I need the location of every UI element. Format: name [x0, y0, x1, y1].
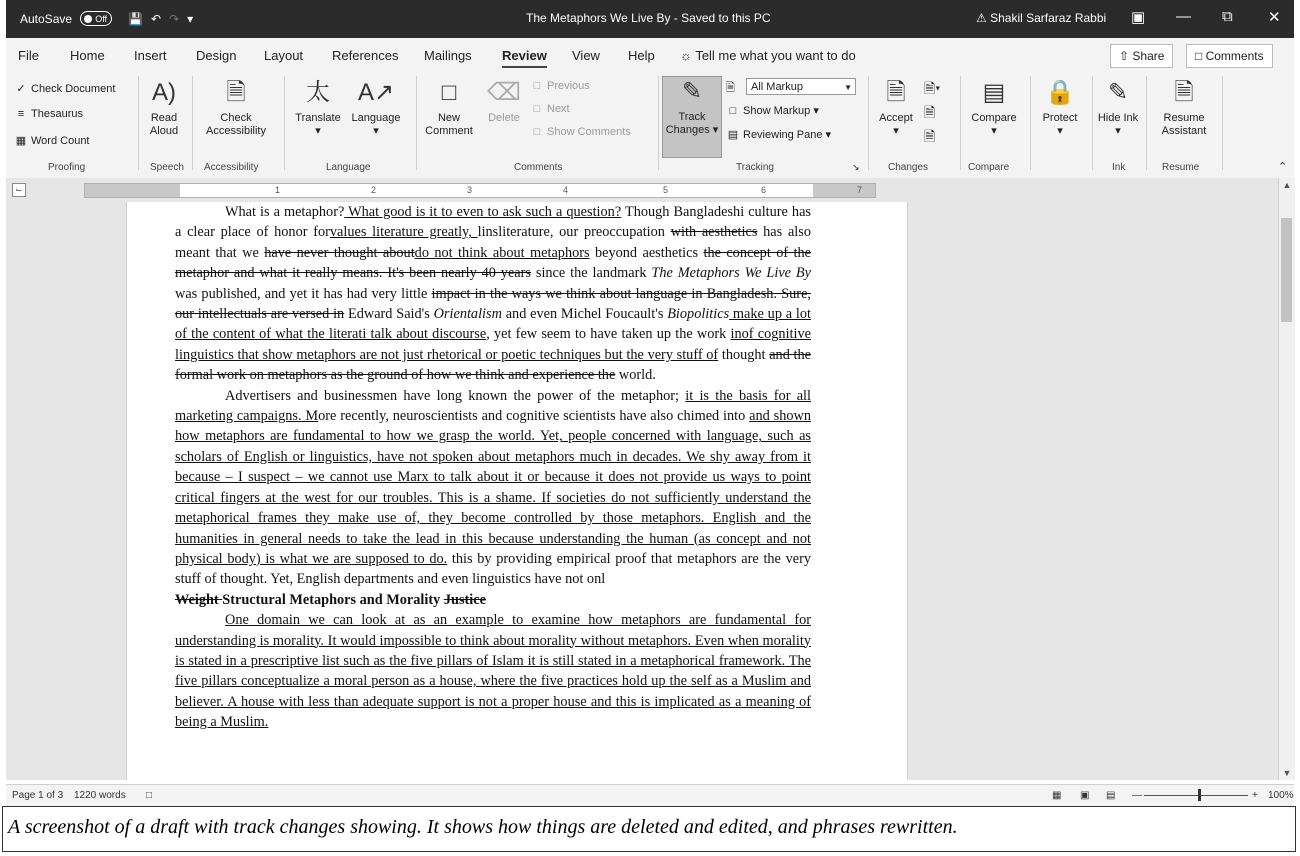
group-label-comments: Comments	[514, 162, 563, 173]
resume-assistant-button[interactable]	[1152, 78, 1216, 138]
text-run: thought	[718, 346, 770, 363]
inserted-text: and shown how metaphors are fundamental to how we grasp the world. Yet, people concerned with language, such as scholars of English or linguistics, have not spoken about metaphors much in decades. We shy away from it because – I suspect – we cannot use Marx to talk about it or because it does not provide us ways to point critical fingers at the west for our troubles. This is a shame. If societies do not sufficiently understand the metaphorical	[175, 408, 811, 527]
text-run: Advertisers and businessmen have long known the power of the metaphor;	[225, 387, 686, 404]
document-canvas	[6, 202, 1278, 780]
text-run: since the landmark	[530, 265, 652, 282]
dialog-launcher-icon[interactable]: ↘	[852, 162, 860, 172]
inserted-text: make up a lot of the content of what the literati talk about discourse	[175, 306, 812, 343]
document-title: The Metaphors We Live By - Saved to this PC	[526, 11, 771, 25]
ruler-number: 6	[761, 185, 767, 195]
inserted-text: frames	[257, 510, 297, 527]
italic-title: Orientalism	[433, 306, 502, 323]
display-for-review-select[interactable]	[746, 78, 856, 95]
new-comment-button[interactable]	[420, 78, 478, 138]
zoom-out-icon[interactable]: —	[1132, 790, 1142, 801]
group-label-tracking: Tracking	[736, 162, 774, 173]
scroll-up-icon[interactable]: ▲	[1282, 180, 1292, 190]
save-icon[interactable]: 💾	[128, 11, 143, 26]
user-name-text: Shakil Sarfaraz Rabbi	[990, 11, 1107, 25]
tab-references[interactable]: References	[332, 48, 399, 63]
proofing-status-icon[interactable]: □	[146, 790, 153, 801]
word-count[interactable]: 1220 words	[74, 790, 126, 801]
left-margin-marker[interactable]	[85, 184, 180, 197]
hide-ink-label: Hide Ink	[1097, 112, 1139, 124]
text-run: Though Bangladeshi culture has a clear place of honor for	[175, 204, 811, 241]
new-comment-label: New Comment	[425, 112, 473, 137]
tab-help[interactable]: Help	[628, 48, 655, 63]
ruler-number: 4	[563, 185, 569, 195]
reject-icon[interactable]: 🗎▾	[924, 80, 941, 96]
zoom-in-icon[interactable]: +	[1252, 790, 1258, 801]
check-accessibility-button[interactable]	[202, 78, 270, 138]
group-label-ink: Ink	[1112, 162, 1126, 173]
previous-comment-button[interactable]	[530, 80, 590, 92]
word-count-button[interactable]	[14, 134, 90, 147]
divider	[868, 76, 869, 170]
user-name[interactable]	[976, 11, 1106, 25]
lightbulb-icon: ☼	[680, 48, 692, 63]
deleted-text: impact in the ways we think about language in Bangladesh. Sure, our intellectuals are versed in	[175, 285, 811, 323]
chevron-down-icon: ▼	[844, 83, 852, 92]
reviewing-pane-button[interactable]: ▤ Reviewing Pane ▾	[727, 129, 832, 141]
language-label: Language	[351, 112, 401, 124]
previous-change-icon[interactable]: 🗎	[924, 104, 936, 120]
protect-button[interactable]: 🔒 Protect ▾	[1034, 78, 1086, 138]
tell-me-text: Tell me what you want to do	[695, 48, 856, 63]
tab-home[interactable]: Home	[70, 48, 105, 63]
autosave-toggle[interactable]: Off	[80, 11, 112, 26]
inserted-text: The five pillars conceptualize a moral person as a house, where the five practices hold up the self as a Muslim and believer. A house with less than adequate support is not a proper house and this is implicated as a meaning of being a Muslim.	[175, 652, 811, 731]
inserted-text: it is the basis for all marketing campaigns. M	[175, 387, 812, 425]
ribbon-display-icon[interactable]: ▣	[1131, 9, 1146, 26]
reviewing-pane-icon: ▤	[727, 129, 739, 141]
inserted-text: inof cognitive linguistics that show metaphors are not just rhetorical or poetic techniques but the very stuff of	[175, 326, 811, 363]
divider	[192, 76, 193, 170]
divider	[1030, 76, 1031, 170]
group-label-compare: Compare	[968, 162, 1010, 173]
deleted-text: and the formal work on metaphors as the ground of how we think and experience the	[175, 346, 811, 384]
tab-insert[interactable]: Insert	[134, 48, 167, 63]
show-markup-label: Show Markup	[743, 105, 811, 117]
inserted-text: One domain we can look at as an example to examine how metaphors are fundamental for understanding is morality. It would impossible to think about morality without metaphors. Even when morality is stated in a prescriptive list such as the five pillars of Islam it is still stated in a metaphorical framework.	[175, 612, 811, 669]
print-layout-icon[interactable]: ▣	[1080, 790, 1090, 801]
text-run: has also meant that we	[175, 224, 811, 261]
minimize-icon[interactable]: —	[1176, 8, 1191, 25]
text-run: recently, neuroscientists and cognitive scientists have also chimed into	[336, 408, 750, 425]
divider	[1146, 76, 1147, 170]
text-run: linsliterature, our preoccupation	[477, 224, 671, 241]
compare-button[interactable]: ▤ Compare ▾	[964, 78, 1024, 138]
divider	[284, 76, 285, 170]
italic-title: Biopolitics	[667, 306, 730, 323]
vertical-scrollbar[interactable]	[1278, 178, 1295, 780]
text-run: this by providing empirical proof that metaphors are the very stuff of thought. Yet, English departments and even linguistics have not onl	[175, 550, 812, 588]
language-icon: A↗	[357, 79, 395, 106]
ruler-number: 2	[371, 185, 377, 195]
close-icon[interactable]: ✕	[1268, 9, 1281, 26]
check-accessibility-label: Check Accessibility	[206, 112, 266, 137]
zoom-slider-thumb[interactable]	[1198, 789, 1201, 801]
deleted-text: the concept of the metaphor and what it really means. It's been nearly 40 years	[175, 244, 811, 282]
word-count-label: Word Count	[31, 135, 90, 147]
italic-title: The Metaphors We Live By	[651, 265, 811, 282]
collapse-ribbon-icon[interactable]: ⌃	[1278, 161, 1288, 173]
ruler-number: 7	[857, 185, 863, 195]
group-label-accessibility: Accessibility	[204, 162, 259, 173]
deleted-text: with aesthetics	[670, 224, 758, 241]
hide-ink-icon: ✎	[1107, 79, 1129, 106]
delete-comment-label: Delete	[488, 112, 520, 124]
web-layout-icon[interactable]: ▤	[1106, 790, 1116, 801]
accept-button[interactable]: 🗎 Accept ▾	[872, 78, 920, 138]
share-label: Share	[1132, 49, 1165, 63]
group-label-language: Language	[326, 162, 371, 173]
ruler-number: 1	[275, 185, 281, 195]
thesaurus-label: Thesaurus	[31, 108, 83, 120]
status-bar	[6, 784, 1294, 807]
check-document-label: Check Document	[31, 83, 116, 95]
document-page[interactable]	[126, 202, 908, 780]
text-run: ore	[318, 408, 337, 425]
tab-mailings[interactable]: Mailings	[424, 48, 472, 63]
language-button[interactable]: A↗ Language ▾	[346, 78, 406, 138]
protect-icon: 🔒	[1045, 79, 1075, 106]
next-change-icon[interactable]: 🗎	[924, 128, 936, 144]
word-count-icon: ▦	[15, 135, 27, 147]
group-label-speech: Speech	[150, 162, 184, 173]
reviewing-pane-label: Reviewing Pane	[743, 129, 823, 141]
redo-icon[interactable]: ↷	[169, 11, 180, 26]
group-label-resume: Resume	[1162, 162, 1200, 173]
divider	[416, 76, 417, 170]
tab-file[interactable]: File	[18, 48, 39, 63]
document-body[interactable]	[175, 202, 811, 733]
track-changes-button[interactable]: ✎ Track Changes ▾	[662, 76, 722, 158]
page-count[interactable]: Page 1 of 3	[12, 790, 64, 801]
tab-view[interactable]: View	[572, 48, 600, 63]
accessibility-icon: 🗎	[226, 79, 246, 106]
scroll-down-icon[interactable]: ▼	[1282, 768, 1292, 778]
read-aloud-button[interactable]	[144, 78, 184, 138]
next-comment-icon: □	[533, 103, 541, 115]
quick-access-dropdown-icon[interactable]: ▾	[187, 11, 194, 26]
tab-design[interactable]: Design	[196, 48, 237, 63]
compare-label: Compare	[971, 112, 1017, 124]
show-markup-button[interactable]: □ Show Markup ▾	[726, 104, 819, 117]
inserted-text: do not think about metaphors	[414, 244, 590, 261]
translate-label: Translate	[295, 112, 341, 124]
thesaurus-button[interactable]	[14, 108, 83, 120]
group-label-changes: Changes	[888, 162, 929, 173]
show-comments-button[interactable]	[530, 126, 631, 138]
deleted-text: have never thought about	[264, 244, 415, 261]
text-run: Edward Said's	[344, 306, 434, 323]
restore-icon[interactable]: ⧉	[1222, 8, 1233, 25]
horizontal-ruler[interactable]	[84, 183, 876, 198]
markup-icon: 🗎	[726, 82, 735, 94]
comment-icon: □	[1195, 49, 1203, 63]
hide-ink-button[interactable]: ✎ Hide Ink ▾	[1097, 79, 1139, 137]
read-aloud-icon: A)	[152, 79, 176, 106]
ribbon	[6, 72, 1294, 179]
caption-text: A screenshot of a draft with track changes showing. It shows how things are deleted and edited, and phrases rewritten.	[8, 816, 958, 838]
title-bar	[6, 0, 1294, 38]
share-icon: ⇧	[1119, 49, 1130, 63]
divider	[658, 76, 659, 170]
divider	[1222, 76, 1223, 170]
read-mode-icon[interactable]: ▦	[1052, 790, 1062, 801]
inserted-text: they make use of, they become controlled by those metaphors. English and the humanities in general	[175, 510, 811, 547]
ribbon-tabs	[6, 38, 1294, 72]
text-run: , yet few seem to have taken up the work	[486, 326, 731, 343]
paragraph[interactable]	[175, 202, 811, 386]
accept-label: Accept	[879, 112, 913, 124]
share-button[interactable]	[1110, 44, 1173, 68]
spelling-icon: ✓	[16, 83, 26, 95]
delete-comment-icon: ⌫	[487, 79, 521, 106]
protect-label: Protect	[1042, 112, 1078, 124]
text-run: beyond aesthetics	[589, 244, 704, 261]
inserted-text: needs to take the lead in this because understanding the human (as concept and not physical body) is what we are supposed to do.	[175, 530, 811, 567]
translate-icon: 太	[306, 79, 330, 106]
ruler-number: 5	[663, 185, 669, 195]
read-aloud-label: Read Aloud	[149, 112, 179, 137]
new-comment-icon: □	[441, 79, 457, 106]
paragraph[interactable]	[175, 386, 811, 590]
resume-assistant-label: Resume Assistant	[1161, 112, 1207, 137]
warning-icon: ⚠	[976, 11, 987, 25]
tab-selector-icon[interactable]: ⌙	[12, 183, 26, 197]
divider	[960, 76, 961, 170]
resume-assistant-icon: 🗎	[1174, 79, 1194, 106]
track-changes-icon: ✎	[681, 78, 703, 105]
autosave-label: AutoSave	[20, 11, 73, 26]
tab-review[interactable]: Review	[502, 48, 547, 68]
delete-comment-button[interactable]	[484, 78, 524, 125]
show-comments-label: Show Comments	[547, 126, 631, 138]
text-run: world.	[615, 367, 656, 384]
text-run: What is a metaphor?	[225, 204, 345, 220]
right-margin-marker[interactable]	[813, 184, 875, 197]
text-run: Structural Metaphors and Morality	[222, 591, 444, 608]
zoom-level[interactable]: 100%	[1268, 790, 1294, 801]
all-markup-value: All Markup	[751, 81, 803, 93]
text-run: and even Michel Foucault's	[501, 306, 668, 323]
thesaurus-icon: ≡	[17, 108, 25, 120]
ruler-number: 3	[467, 185, 473, 195]
track-changes-label: Track Changes	[665, 111, 710, 136]
text-run: was published, and yet it has had very little	[175, 285, 432, 302]
deleted-text: Weight	[175, 591, 223, 608]
inserted-text: What good is it to even to ask such a question?	[344, 204, 622, 220]
deleted-text: Justice	[443, 591, 486, 608]
translate-button[interactable]: 太 Translate ▾	[290, 78, 346, 138]
divider	[138, 76, 139, 170]
inserted-text: values literature greatly,	[329, 224, 478, 241]
accept-icon: 🗎	[886, 79, 906, 106]
scrollbar-thumb[interactable]	[1281, 218, 1292, 322]
figure-caption	[2, 806, 1296, 852]
ruler-bar	[6, 178, 1294, 202]
show-comments-icon: □	[533, 126, 541, 138]
comments-button[interactable]	[1186, 44, 1273, 68]
show-markup-icon: □	[729, 105, 737, 117]
undo-icon[interactable]: ↶	[151, 11, 162, 26]
group-label-proofing: Proofing	[48, 162, 86, 173]
divider	[1092, 76, 1093, 170]
paragraph[interactable]	[175, 610, 811, 732]
next-label: Next	[547, 103, 570, 115]
tell-me-search[interactable]	[680, 48, 856, 63]
previous-label: Previous	[547, 80, 590, 92]
check-document-button[interactable]	[14, 82, 115, 95]
previous-comment-icon: □	[533, 80, 541, 92]
section-heading[interactable]	[175, 590, 811, 610]
tab-layout[interactable]: Layout	[264, 48, 304, 63]
zoom-slider[interactable]	[1144, 795, 1248, 796]
next-comment-button[interactable]	[530, 103, 570, 115]
compare-icon: ▤	[982, 79, 1006, 106]
comments-label: Comments	[1205, 49, 1264, 63]
